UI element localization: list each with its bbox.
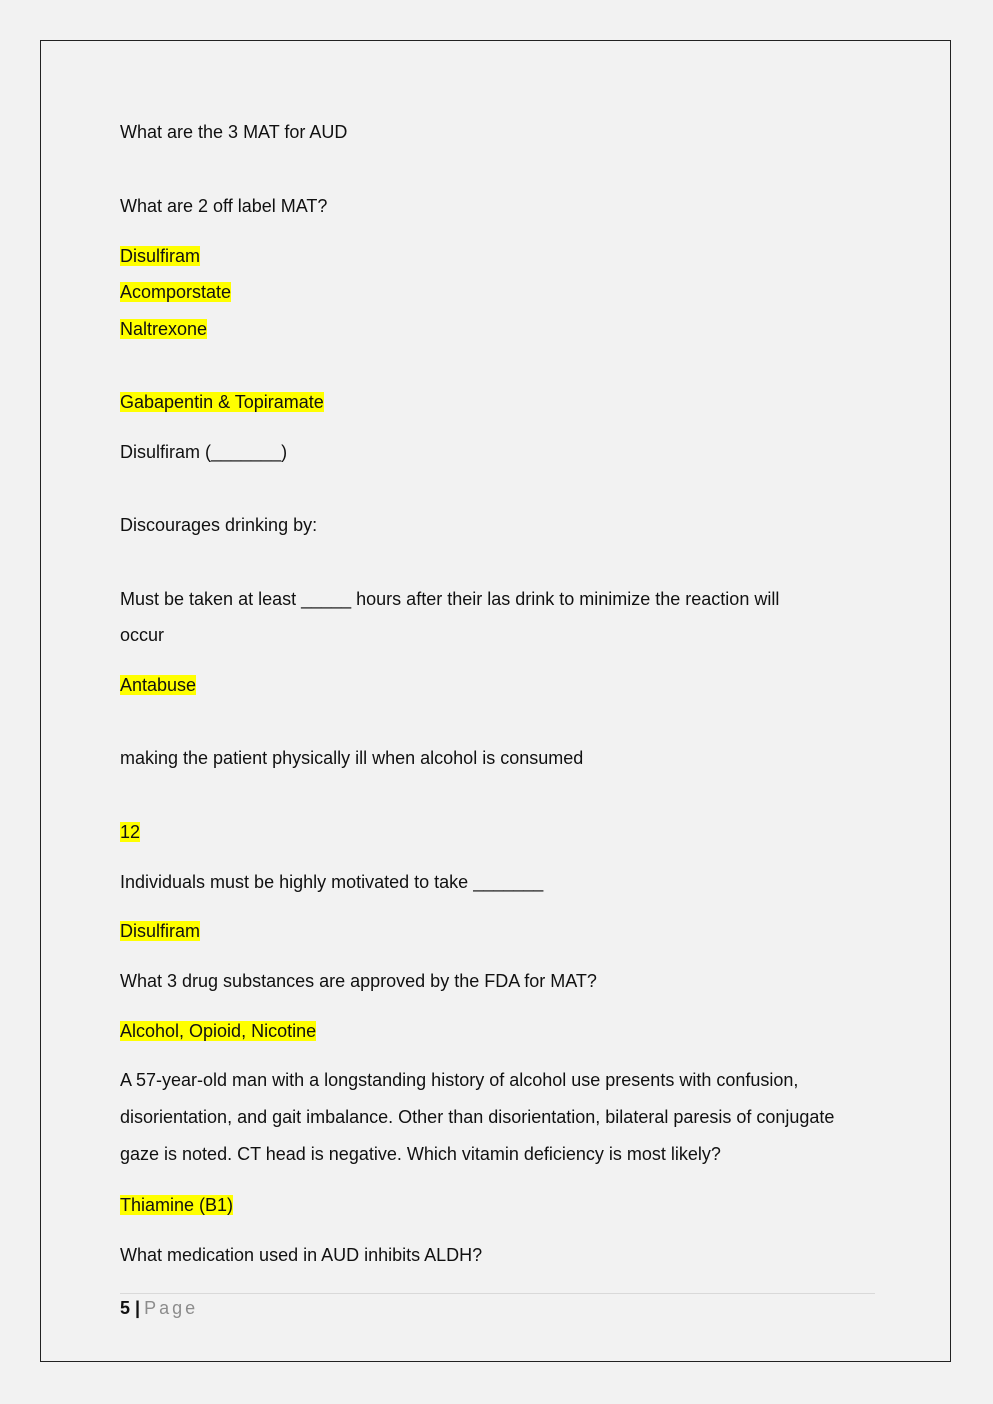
question-case-vignette: A 57-year-old man with a longstanding history of alcohol use presents with confusion, disorientation, and gait imbalance. Other than disorientation, bilateral paresis of conjugate gaze is noted. CT head is negative. Which vitamin deficiency is most likely?: [120, 1070, 835, 1164]
highlight: Gabapentin & Topiramate: [120, 392, 324, 412]
question-off-label: What are 2 off label MAT?: [120, 196, 328, 216]
question-discourages: Discourages drinking by:: [120, 515, 318, 535]
answer-disulfiram-2: [120, 919, 200, 943]
highlight: Disulfiram: [120, 246, 201, 266]
question-aldh: What medication used in AUD inhibits ALDH?: [120, 1245, 483, 1265]
footer-separator: |: [135, 1298, 141, 1318]
answer-12-hours: [120, 820, 140, 844]
highlight: Antabuse: [120, 675, 197, 695]
question-motivated: Individuals must be highly motivated to take _______: [120, 872, 544, 892]
answer-thiamine: [120, 1193, 233, 1217]
question-mat-aud: What are the 3 MAT for AUD: [120, 122, 348, 142]
question-hours-line1: Must be taken at least _____ hours after their las drink to minimize the reaction will: [120, 589, 780, 609]
page-footer: [120, 1296, 198, 1320]
question-hours-line2: occur: [120, 625, 165, 645]
answer-physically-ill: making the patient physically ill when alcohol is consumed: [120, 748, 584, 768]
question-fda: What 3 drug substances are approved by the FDA for MAT?: [120, 971, 597, 991]
answer-disulfiram: [120, 244, 200, 268]
highlight: Acomporstate: [120, 282, 232, 302]
question-disulfiram-blank: Disulfiram (_______): [120, 442, 288, 462]
answer-naltrexone: [120, 317, 207, 341]
answer-antabuse: [120, 673, 196, 697]
highlight: Thiamine (B1): [120, 1195, 234, 1215]
highlight: Disulfiram: [120, 921, 201, 941]
highlight: 12: [120, 822, 141, 842]
answer-off-label: [120, 390, 324, 414]
footer-divider: [120, 1293, 875, 1294]
page-label: Page: [144, 1298, 199, 1318]
page-number: 5: [120, 1298, 131, 1318]
highlight: Naltrexone: [120, 319, 208, 339]
answer-acomporstate: [120, 280, 231, 304]
answer-fda: [120, 1019, 316, 1043]
highlight: Alcohol, Opioid, Nicotine: [120, 1021, 317, 1041]
